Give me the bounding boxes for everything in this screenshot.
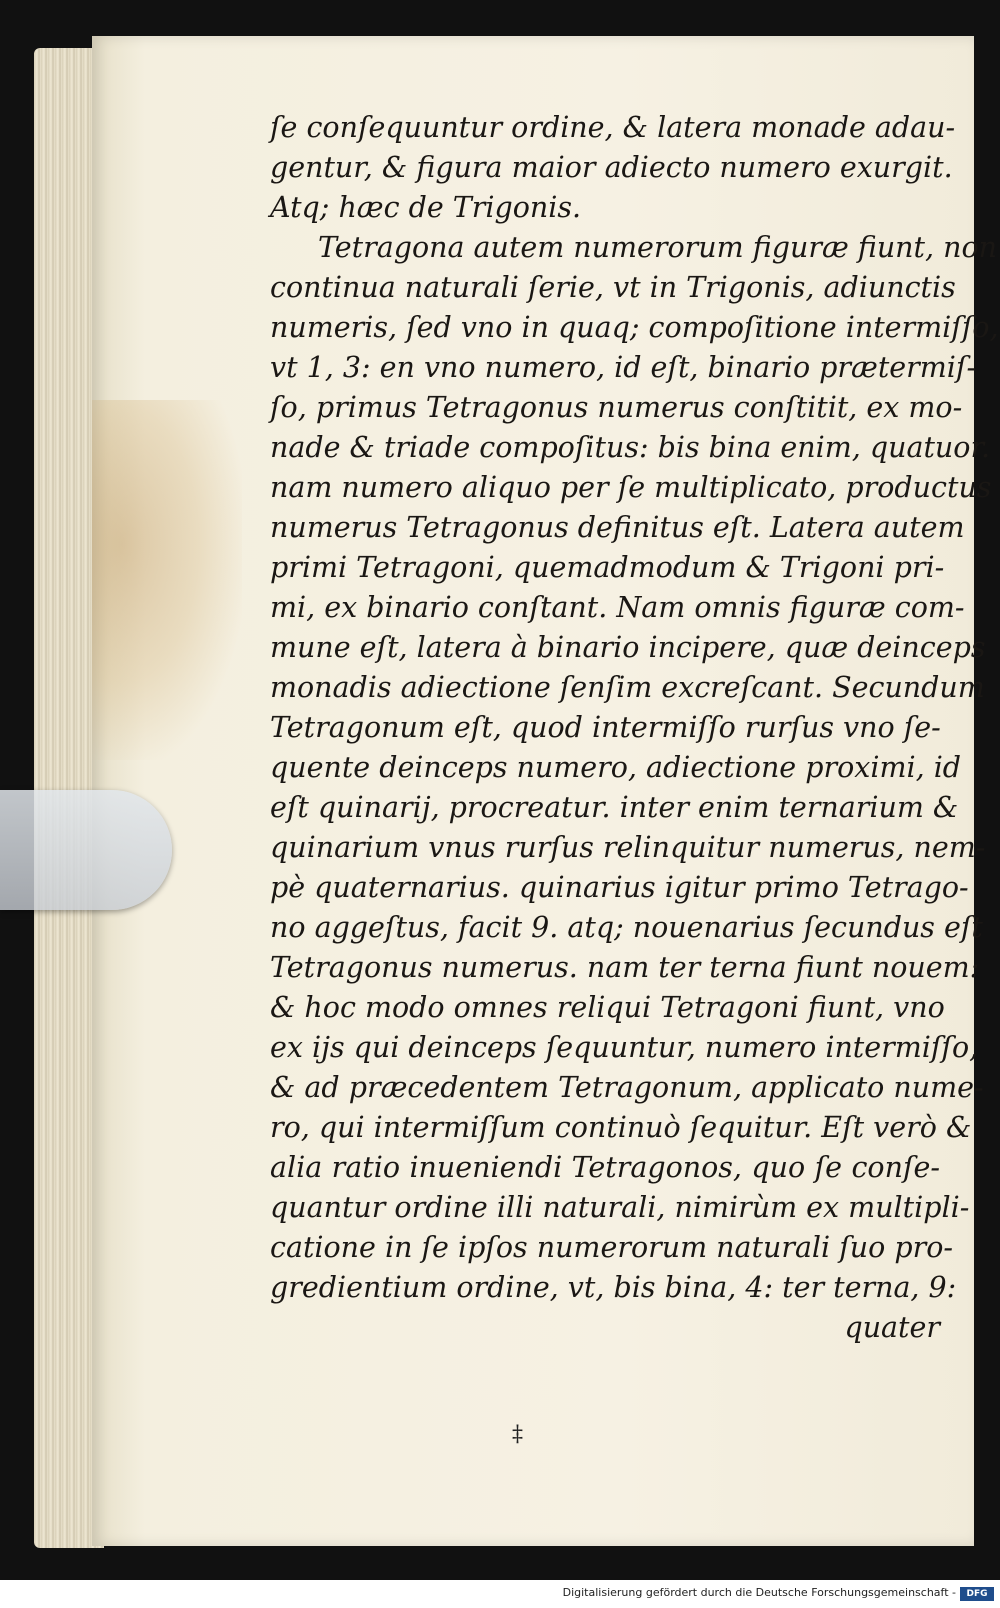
text-line: eſt quinarij, procreatur. inter enim ternarium & [270,791,959,824]
text-line: Tetragona autem numerorum figuræ fiunt, non [318,231,997,264]
text-line: pè quaternarius. quinarius igitur primo Tetrago- [270,871,969,904]
text-line: numerus Tetragonus definitus eſt. Latera autem [270,511,965,544]
page-ornament: ‡ [512,1422,523,1447]
bookmark-clip [0,790,172,910]
text-line: ſo, primus Tetragonus numerus conſtitit, ex mo- [270,391,963,424]
text-line: alia ratio inueniendi Tetragonos, quo ſe conſe- [270,1151,940,1184]
text-line: monadis adiectione ſenſim excreſcant. Secundum [270,671,985,704]
text-line: & hoc modo omnes reliqui Tetragoni fiunt, vno [270,991,945,1024]
dfg-logo: DFG [960,1587,994,1601]
text-line: quantur ordine illi naturali, nimirùm ex multipli- [270,1191,970,1224]
text-line: ro, qui intermiſſum continuò ſequitur. Eſt verò & [270,1111,972,1144]
text-line: vt 1, 3: en vno numero, id eſt, binario prætermiſ- [270,351,977,384]
page-text [270,108,999,1348]
text-line: numeris, ſed vno in quaq; compoſitione intermiſſo, [270,311,999,344]
text-line: ſe conſequuntur ordine, & latera monade adau- [270,111,956,144]
text-line: primi Tetragoni, quemadmodum & Trigoni pri- [270,551,945,584]
text-line: nam numero aliquo per ſe multiplicato, productus [270,471,992,504]
text-line: Atq; hæc de Trigonis. [270,191,582,224]
text-line: quinarium vnus rurſus relinquitur numerus, nem- [270,831,986,864]
text-line: & ad præcedentem Tetragonum, applicato nume- [270,1071,984,1104]
text-line: Tetragonum eſt, quod intermiſſo rurſus vno ſe- [270,711,941,744]
text-line: nade & triade compoſitus: bis bina enim, quatuor. [270,431,991,464]
text-line: continua naturali ſerie, vt in Trigonis, adiunctis [270,271,956,304]
footer-bar [0,1580,1000,1608]
text-line: gentur, & figura maior adiecto numero exurgit. [270,151,953,184]
text-line: mi, ex binario conſtant. Nam omnis figuræ com- [270,591,965,624]
text-line: mune eſt, latera à binario incipere, quæ deinceps [270,631,986,664]
text-line: quente deinceps numero, adiectione proximi, id [270,751,962,784]
text-line: Tetragonus numerus. nam ter terna fiunt nouem: [270,951,980,984]
text-line: no aggeſtus, facit 9. atq; nouenarius ſecundus eſt [270,911,983,944]
text-line: gredientium ordine, vt, bis bina, 4: ter terna, 9: [270,1271,957,1304]
text-line: ex ijs qui deinceps ſequuntur, numero intermiſſo, [270,1031,979,1064]
footer-credit: Digitalisierung gefördert durch die Deutsche Forschungsgemeinschaft - [562,1586,956,1599]
text-line: catione in ſe ipſos numerorum naturali ſuo pro- [270,1231,953,1264]
catchword: quater [844,1311,940,1344]
